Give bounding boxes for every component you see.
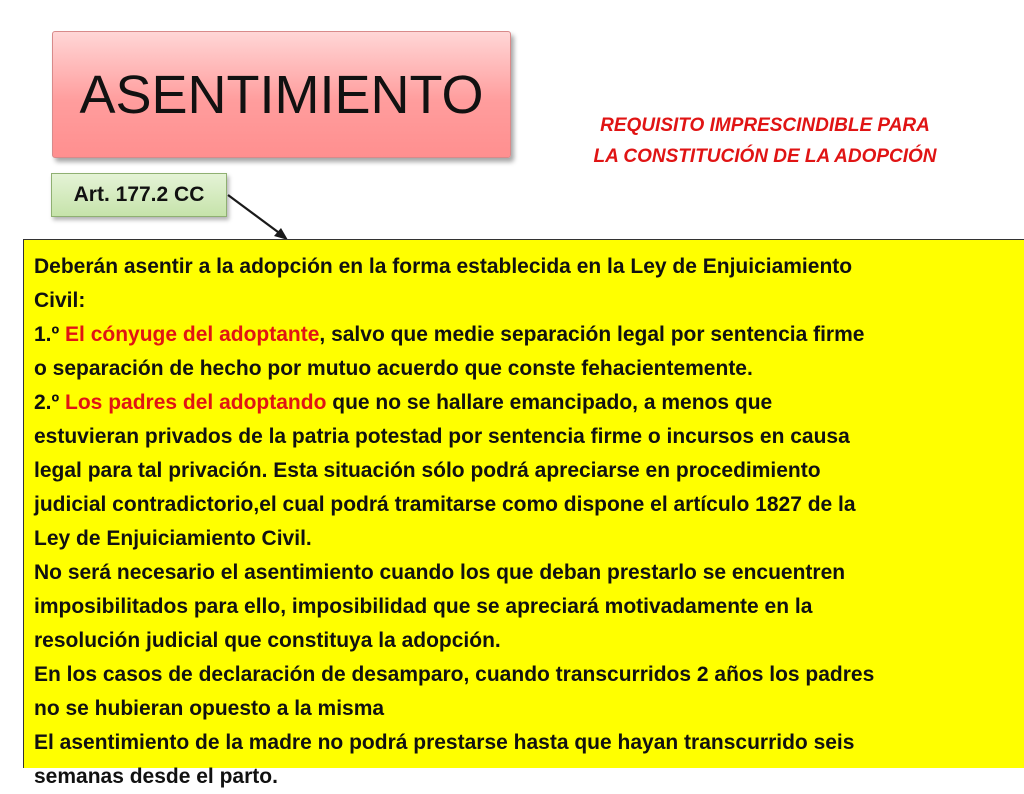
text-line: Ley de Enjuiciamiento Civil. — [34, 527, 312, 550]
text-line: o separación de hecho por mutuo acuerdo que conste fehacientemente. — [34, 357, 753, 380]
requisito-line-1: REQUISITO IMPRESCINDIBLE PARA — [600, 115, 930, 136]
text-line: Deberán asentir a la adopción en la forma establecida en la Ley de Enjuiciamiento — [34, 255, 853, 278]
text-line: estuvieran privados de la patria potestad por sentencia firme o incursos en causa — [34, 425, 850, 448]
slide-title: ASENTIMIENTO — [79, 64, 484, 125]
article-reference-box — [51, 173, 227, 217]
text-line: resolución judicial que constituya la adopción. — [34, 629, 501, 652]
text-line: En los casos de declaración de desamparo, cuando transcurridos 2 años los padres — [34, 663, 875, 686]
title-box — [52, 31, 511, 158]
text-line-item-2 — [34, 386, 1016, 420]
article-reference: Art. 177.2 CC — [73, 183, 205, 206]
text-line: Civil: — [34, 289, 86, 312]
text-line: judicial contradictorio,el cual podrá tramitarse como dispone el artículo 1827 de la — [34, 493, 856, 516]
requisito-line-2: LA CONSTITUCIÓN DE LA ADOPCIÓN — [593, 146, 937, 167]
arrow-down-right-icon — [226, 192, 296, 244]
text-line: No será necesario el asentimiento cuando los que deban prestarlo se encuentren — [34, 561, 846, 584]
item-text: , salvo que medie separación legal por sentencia firme — [319, 323, 865, 346]
item-number: 1.º — [34, 323, 66, 346]
highlight-conyuge: El cónyuge del adoptante — [65, 323, 320, 346]
text-line: legal para tal privación. Esta situación sólo podrá apreciarse en procedimiento — [34, 459, 821, 482]
text-line-item-1 — [34, 318, 1016, 352]
highlight-padres: Los padres del adoptando — [65, 391, 327, 414]
item-text: que no se hallare emancipado, a menos que — [326, 391, 773, 414]
article-text-box — [23, 239, 1024, 788]
text-line: semanas desde el parto. — [34, 765, 278, 788]
item-number: 2.º — [34, 391, 66, 414]
text-line: imposibilitados para ello, imposibilidad que se apreciará motivadamente en la — [34, 595, 813, 618]
text-line: El asentimiento de la madre no podrá prestarse hasta que hayan transcurrido seis — [34, 731, 855, 754]
text-line: no se hubieran opuesto a la misma — [34, 697, 385, 720]
requisito-note — [560, 110, 970, 172]
